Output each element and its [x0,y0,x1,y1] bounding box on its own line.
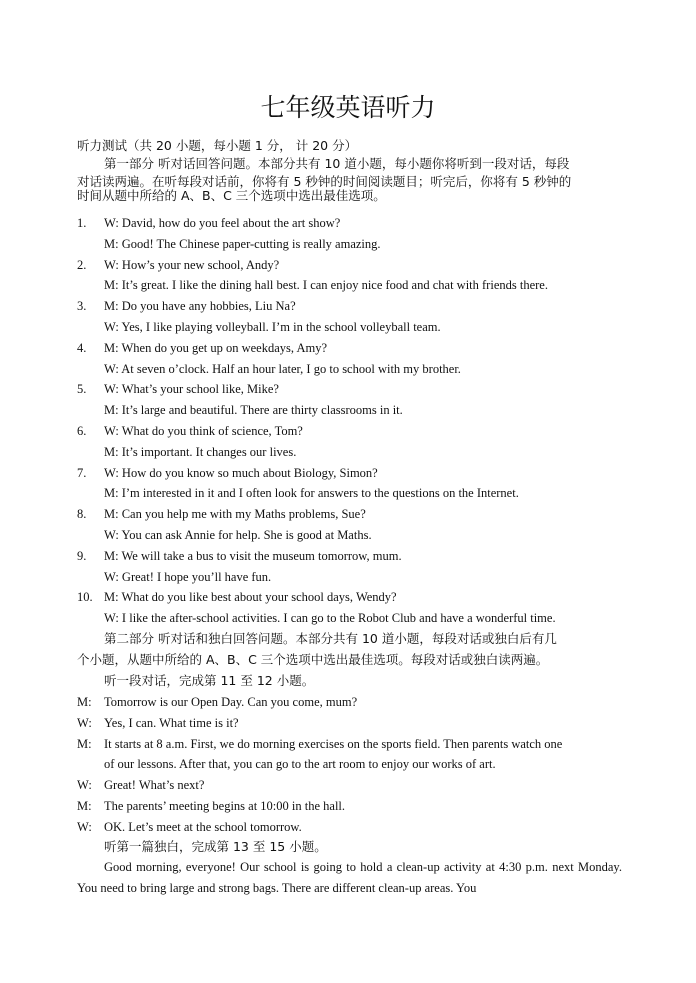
part1-intro-line-1: 第一部分 听对话回答问题。本部分共有 10 道小题，每小题你将听到一段对话，每段 [104,156,570,171]
question-line-1: M: When do you get up on weekdays, Amy? [104,340,327,355]
dialogue-line: The parents’ meeting begins at 10:00 in the hall. [104,799,346,813]
question-number: 7. [77,465,87,480]
page-title: 七年级英语听力 [260,93,436,122]
dialogue-line-continued: of our lessons. After that, you can go to the art room to enjoy our works of art. [104,757,496,772]
dialogue-line: Great! What’s next? [104,778,205,793]
question-line-2: W: I like the after-school activities. I can go to the Robot Club and have a wonderful time. [104,611,556,626]
question-line-2: M: It’s important. It changes our lives. [104,444,297,459]
dialogue-speaker: W: [77,715,92,730]
question-line-1: M: We will take a bus to visit the museum tomorrow, mum. [104,548,402,563]
question-number: 3. [77,299,87,314]
monologue-heading: 听第一篇独白，完成第 13 至 15 小题。 [104,839,327,854]
question-line-2: M: It’s great. I like the dining hall best. I can enjoy nice food and chat with friends there. [104,278,548,293]
dialogue-line: OK. Let’s meet at the school tomorrow. [104,819,302,834]
question-line-1: W: How do you know so much about Biology, Simon? [104,465,378,480]
question-line-2: M: I’m interested in it and I often look for answers to the questions on the Internet. [104,486,519,501]
part2-intro-line-1: 第二部分 听对话和独白回答问题。本部分共有 10 道小题，每段对话或独白后有几 [104,631,557,646]
question-line-2: M: It’s large and beautiful. There are thirty classrooms in it. [104,403,403,418]
question-line-1: W: What’s your school like, Mike? [104,382,279,397]
question-line-1: M: Can you help me with my Maths problems, Sue? [104,507,366,522]
question-line-2: M: Good! The Chinese paper-cutting is really amazing. [104,236,381,251]
part1-intro-line-3: 时间从题中所给的 A、B、C 三个选项中选出最佳选项。 [77,188,386,203]
question-number: 2. [77,257,87,272]
question-number: 6. [77,424,87,438]
question-number: 5. [77,382,87,397]
question-number: 10. [77,590,93,605]
question-line-1: W: David, how do you feel about the art show? [104,216,341,230]
part2-intro-line-2: 个小题，从题中所给的 A、B、C 三个选项中选出最佳选项。每段对话或独白读两遍。 [77,652,549,667]
dialogue-speaker: W: [77,778,92,793]
question-line-1: W: How’s your new school, Andy? [104,257,280,272]
dialogue-speaker: M: [77,736,92,751]
dialogue-heading: 听一段对话，完成第 11 至 12 小题。 [104,673,315,688]
dialogue-speaker: M: [77,799,92,813]
dialogue-speaker: W: [77,819,92,834]
test-header: 听力测试（共 20 小题，每小题 1 分， 计 20 分） [77,138,358,153]
question-line-2: W: Yes, I like playing volleyball. I’m in the school volleyball team. [104,320,441,334]
question-line-2: W: Great! I hope you’ll have fun. [104,569,272,584]
question-line-1: M: What do you like best about your school days, Wendy? [104,590,397,605]
dialogue-line: Tomorrow is our Open Day. Can you come, mum? [104,695,358,709]
monologue-text: Good morning, everyone! Our school is going to hold a clean-up activity at 4:30 p.m. next Monday. You need to bring large and strong bags. There are different clean-up areas. You [77,860,622,895]
question-number: 1. [77,216,87,230]
part1-intro-line-2: 对话读两遍。在听每段对话前，你将有 5 秒钟的时间阅读题目；听完后，你将有 5 秒钟的 [77,174,572,189]
question-line-2: W: At seven o’clock. Half an hour later, I go to school with my brother. [104,361,461,376]
question-line-1: M: Do you have any hobbies, Liu Na? [104,299,296,314]
dialogue-line: Yes, I can. What time is it? [104,715,239,730]
question-line-2: W: You can ask Annie for help. She is good at Maths. [104,528,372,542]
dialogue-speaker: M: [77,695,92,709]
question-number: 9. [77,548,87,563]
question-line-1: W: What do you think of science, Tom? [104,424,303,438]
question-number: 4. [77,340,87,355]
question-number: 8. [77,507,87,522]
dialogue-line: It starts at 8 a.m. First, we do morning exercises on the sports field. Then parents watch one [104,736,563,751]
